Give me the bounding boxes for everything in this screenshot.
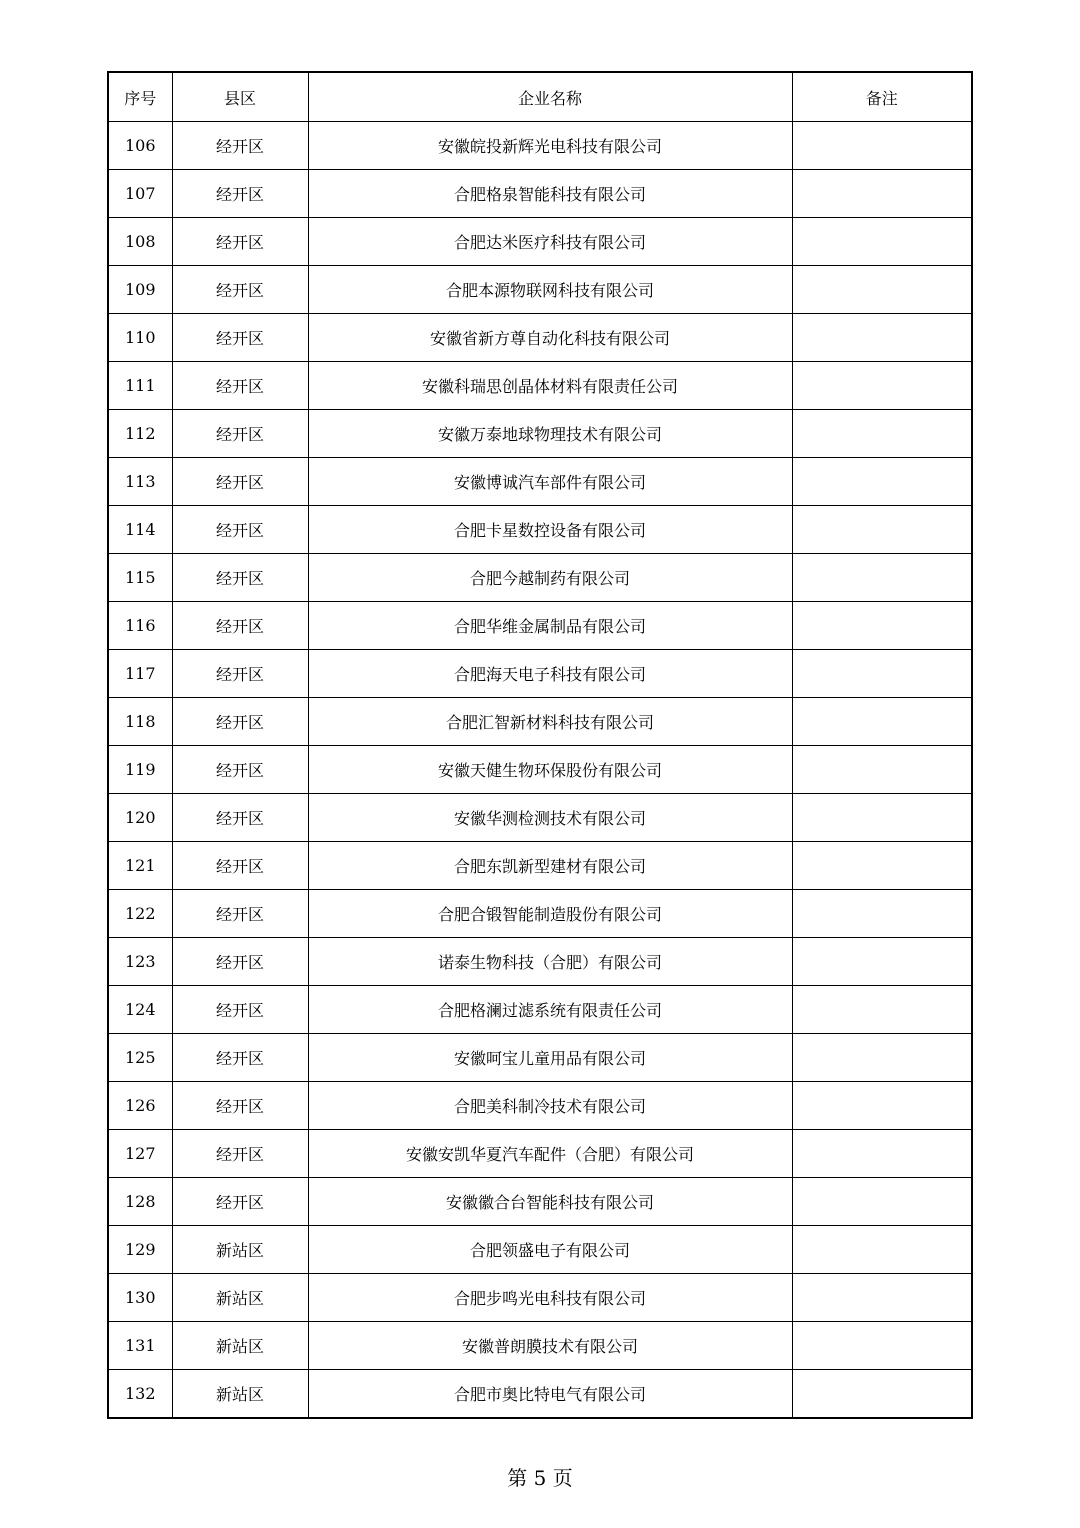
header-remarks: 备注 bbox=[792, 72, 972, 122]
cell-remarks bbox=[792, 698, 972, 746]
cell-district: 新站区 bbox=[172, 1226, 308, 1274]
cell-company-name: 合肥海天电子科技有限公司 bbox=[308, 650, 792, 698]
cell-remarks bbox=[792, 986, 972, 1034]
cell-district: 经开区 bbox=[172, 1130, 308, 1178]
cell-company-name: 合肥领盛电子有限公司 bbox=[308, 1226, 792, 1274]
cell-remarks bbox=[792, 890, 972, 938]
header-district: 县区 bbox=[172, 72, 308, 122]
table-row bbox=[108, 170, 972, 218]
cell-index: 115 bbox=[108, 554, 172, 602]
cell-district: 经开区 bbox=[172, 1178, 308, 1226]
table-row bbox=[108, 794, 972, 842]
cell-district: 经开区 bbox=[172, 746, 308, 794]
cell-index: 109 bbox=[108, 266, 172, 314]
cell-index: 130 bbox=[108, 1274, 172, 1322]
cell-district: 新站区 bbox=[172, 1274, 308, 1322]
cell-company-name: 合肥今越制药有限公司 bbox=[308, 554, 792, 602]
cell-company-name: 合肥格澜过滤系统有限责任公司 bbox=[308, 986, 792, 1034]
table-row bbox=[108, 890, 972, 938]
table-row bbox=[108, 938, 972, 986]
table-row bbox=[108, 1226, 972, 1274]
table-row bbox=[108, 986, 972, 1034]
cell-district: 新站区 bbox=[172, 1322, 308, 1370]
cell-district: 经开区 bbox=[172, 1082, 308, 1130]
table-row bbox=[108, 1082, 972, 1130]
cell-remarks bbox=[792, 794, 972, 842]
cell-district: 经开区 bbox=[172, 170, 308, 218]
cell-index: 124 bbox=[108, 986, 172, 1034]
table-row bbox=[108, 122, 972, 170]
cell-index: 123 bbox=[108, 938, 172, 986]
table-row bbox=[108, 1178, 972, 1226]
cell-district: 经开区 bbox=[172, 362, 308, 410]
table-row bbox=[108, 1130, 972, 1178]
cell-remarks bbox=[792, 362, 972, 410]
cell-index: 113 bbox=[108, 458, 172, 506]
cell-remarks bbox=[792, 1034, 972, 1082]
cell-company-name: 安徽皖投新辉光电科技有限公司 bbox=[308, 122, 792, 170]
cell-index: 120 bbox=[108, 794, 172, 842]
cell-index: 114 bbox=[108, 506, 172, 554]
cell-remarks bbox=[792, 746, 972, 794]
cell-company-name: 合肥卡星数控设备有限公司 bbox=[308, 506, 792, 554]
cell-district: 经开区 bbox=[172, 602, 308, 650]
table-row bbox=[108, 746, 972, 794]
cell-company-name: 合肥华维金属制品有限公司 bbox=[308, 602, 792, 650]
cell-district: 经开区 bbox=[172, 986, 308, 1034]
cell-district: 经开区 bbox=[172, 794, 308, 842]
cell-remarks bbox=[792, 506, 972, 554]
cell-index: 128 bbox=[108, 1178, 172, 1226]
cell-district: 新站区 bbox=[172, 1370, 308, 1419]
cell-index: 125 bbox=[108, 1034, 172, 1082]
cell-index: 121 bbox=[108, 842, 172, 890]
cell-remarks bbox=[792, 1130, 972, 1178]
cell-district: 经开区 bbox=[172, 458, 308, 506]
cell-remarks bbox=[792, 602, 972, 650]
cell-remarks bbox=[792, 1226, 972, 1274]
header-company-name: 企业名称 bbox=[308, 72, 792, 122]
table-row bbox=[108, 362, 972, 410]
cell-index: 117 bbox=[108, 650, 172, 698]
table-row bbox=[108, 650, 972, 698]
cell-district: 经开区 bbox=[172, 218, 308, 266]
cell-index: 132 bbox=[108, 1370, 172, 1419]
table-row bbox=[108, 506, 972, 554]
cell-company-name: 安徽徽合台智能科技有限公司 bbox=[308, 1178, 792, 1226]
cell-company-name: 合肥市奥比特电气有限公司 bbox=[308, 1370, 792, 1419]
cell-index: 127 bbox=[108, 1130, 172, 1178]
cell-district: 经开区 bbox=[172, 842, 308, 890]
company-table bbox=[107, 71, 973, 1419]
cell-remarks bbox=[792, 1082, 972, 1130]
cell-remarks bbox=[792, 1178, 972, 1226]
cell-remarks bbox=[792, 458, 972, 506]
cell-company-name: 安徽天健生物环保股份有限公司 bbox=[308, 746, 792, 794]
cell-index: 122 bbox=[108, 890, 172, 938]
cell-company-name: 合肥本源物联网科技有限公司 bbox=[308, 266, 792, 314]
cell-company-name: 安徽科瑞思创晶体材料有限责任公司 bbox=[308, 362, 792, 410]
cell-company-name: 安徽安凯华夏汽车配件（合肥）有限公司 bbox=[308, 1130, 792, 1178]
table-row bbox=[108, 458, 972, 506]
table-row bbox=[108, 314, 972, 362]
table-row bbox=[108, 266, 972, 314]
cell-index: 116 bbox=[108, 602, 172, 650]
table-row bbox=[108, 602, 972, 650]
cell-district: 经开区 bbox=[172, 650, 308, 698]
cell-company-name: 合肥东凯新型建材有限公司 bbox=[308, 842, 792, 890]
cell-company-name: 合肥美科制冷技术有限公司 bbox=[308, 1082, 792, 1130]
cell-company-name: 安徽呵宝儿童用品有限公司 bbox=[308, 1034, 792, 1082]
cell-index: 118 bbox=[108, 698, 172, 746]
cell-remarks bbox=[792, 1274, 972, 1322]
table-row bbox=[108, 1034, 972, 1082]
cell-district: 经开区 bbox=[172, 1034, 308, 1082]
cell-remarks bbox=[792, 938, 972, 986]
cell-company-name: 诺泰生物科技（合肥）有限公司 bbox=[308, 938, 792, 986]
cell-index: 106 bbox=[108, 122, 172, 170]
table-row bbox=[108, 410, 972, 458]
cell-district: 经开区 bbox=[172, 266, 308, 314]
cell-index: 119 bbox=[108, 746, 172, 794]
cell-remarks bbox=[792, 314, 972, 362]
cell-district: 经开区 bbox=[172, 314, 308, 362]
cell-index: 111 bbox=[108, 362, 172, 410]
cell-company-name: 合肥合锻智能制造股份有限公司 bbox=[308, 890, 792, 938]
cell-company-name: 安徽省新方尊自动化科技有限公司 bbox=[308, 314, 792, 362]
table-row bbox=[108, 218, 972, 266]
cell-company-name: 合肥达米医疗科技有限公司 bbox=[308, 218, 792, 266]
cell-district: 经开区 bbox=[172, 122, 308, 170]
cell-remarks bbox=[792, 650, 972, 698]
header-row bbox=[108, 72, 972, 122]
cell-company-name: 合肥汇智新材料科技有限公司 bbox=[308, 698, 792, 746]
cell-remarks bbox=[792, 170, 972, 218]
cell-district: 经开区 bbox=[172, 506, 308, 554]
cell-remarks bbox=[792, 554, 972, 602]
cell-remarks bbox=[792, 1370, 972, 1419]
cell-remarks bbox=[792, 410, 972, 458]
cell-index: 126 bbox=[108, 1082, 172, 1130]
cell-district: 经开区 bbox=[172, 938, 308, 986]
cell-company-name: 合肥步鸣光电科技有限公司 bbox=[308, 1274, 792, 1322]
cell-index: 110 bbox=[108, 314, 172, 362]
table-row bbox=[108, 1322, 972, 1370]
cell-remarks bbox=[792, 1322, 972, 1370]
cell-remarks bbox=[792, 218, 972, 266]
cell-index: 108 bbox=[108, 218, 172, 266]
cell-company-name: 安徽普朗膜技术有限公司 bbox=[308, 1322, 792, 1370]
table-row bbox=[108, 1274, 972, 1322]
cell-remarks bbox=[792, 266, 972, 314]
cell-company-name: 安徽万泰地球物理技术有限公司 bbox=[308, 410, 792, 458]
cell-company-name: 安徽博诚汽车部件有限公司 bbox=[308, 458, 792, 506]
table-row bbox=[108, 842, 972, 890]
cell-index: 112 bbox=[108, 410, 172, 458]
cell-district: 经开区 bbox=[172, 410, 308, 458]
page-number: 第 5 页 bbox=[507, 1466, 573, 1490]
cell-company-name: 安徽华测检测技术有限公司 bbox=[308, 794, 792, 842]
table-row bbox=[108, 698, 972, 746]
cell-district: 经开区 bbox=[172, 698, 308, 746]
cell-index: 129 bbox=[108, 1226, 172, 1274]
cell-company-name: 合肥格泉智能科技有限公司 bbox=[308, 170, 792, 218]
cell-district: 经开区 bbox=[172, 890, 308, 938]
cell-remarks bbox=[792, 122, 972, 170]
cell-remarks bbox=[792, 842, 972, 890]
table-header bbox=[108, 72, 972, 122]
table-row bbox=[108, 554, 972, 602]
cell-index: 107 bbox=[108, 170, 172, 218]
table-body bbox=[108, 122, 972, 1419]
header-index: 序号 bbox=[108, 72, 172, 122]
table-row bbox=[108, 1370, 972, 1419]
cell-index: 131 bbox=[108, 1322, 172, 1370]
cell-district: 经开区 bbox=[172, 554, 308, 602]
